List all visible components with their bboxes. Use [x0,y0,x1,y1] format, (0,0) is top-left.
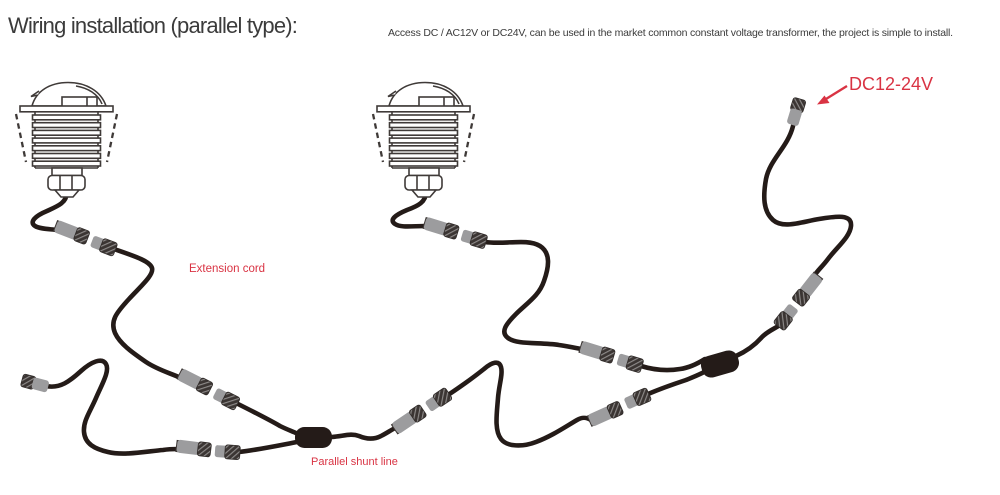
wire-shunt1-to-shunt2 [448,363,591,446]
label-power-input: DC12-24V [849,74,934,94]
connector-light1-female [89,234,117,256]
power-arrow [817,86,847,105]
connector-ext-male [176,367,214,395]
connector-shunt2-top-male [578,340,616,364]
description-text: Access DC / AC12V or DC24V, can be used in the market common constant voltage transformer, the project is simple to install. [388,27,953,39]
connector-light2-female [460,228,488,249]
wire-extension-cord [113,249,181,378]
wire-to-shunt1-bottom [239,442,297,452]
connector-power-male [792,271,825,307]
connector-shunt1-male [390,404,427,435]
extension-end-connector [20,374,49,394]
connectors [20,97,824,460]
page-title: Wiring installation (parallel type): [8,13,298,38]
connector-ext-female [212,387,241,411]
connector-shunt2-bot-female [623,387,652,410]
connector-shunt2-top-female [616,352,644,373]
connector-chain-female [215,444,241,460]
wire-to-shunt2-bottom [648,371,706,394]
label-parallel-shunt: Parallel shunt line [311,456,398,468]
power-input-connector [786,97,806,127]
wire-power-input [764,126,851,275]
in-ground-light-1 [16,83,117,198]
connector-light2-male [422,216,460,240]
wire-light2-run [485,242,582,349]
shunt-block-1 [295,427,332,448]
wire-to-shunt2-top [641,359,705,370]
connector-chain-male [175,439,211,457]
wire-shunt2-out [736,325,780,356]
connector-light1-male [53,219,91,245]
connector-shunt2-bot-male [586,401,624,428]
connector-shunt1-female [424,387,453,413]
wire-to-shunt1-top [236,403,298,434]
shunt-block-2 [699,348,742,380]
wire-shunt1-out [332,427,397,439]
label-extension-cord: Extension cord [189,263,266,275]
in-ground-light-2 [373,83,474,198]
wire-free-end-run [46,361,178,454]
